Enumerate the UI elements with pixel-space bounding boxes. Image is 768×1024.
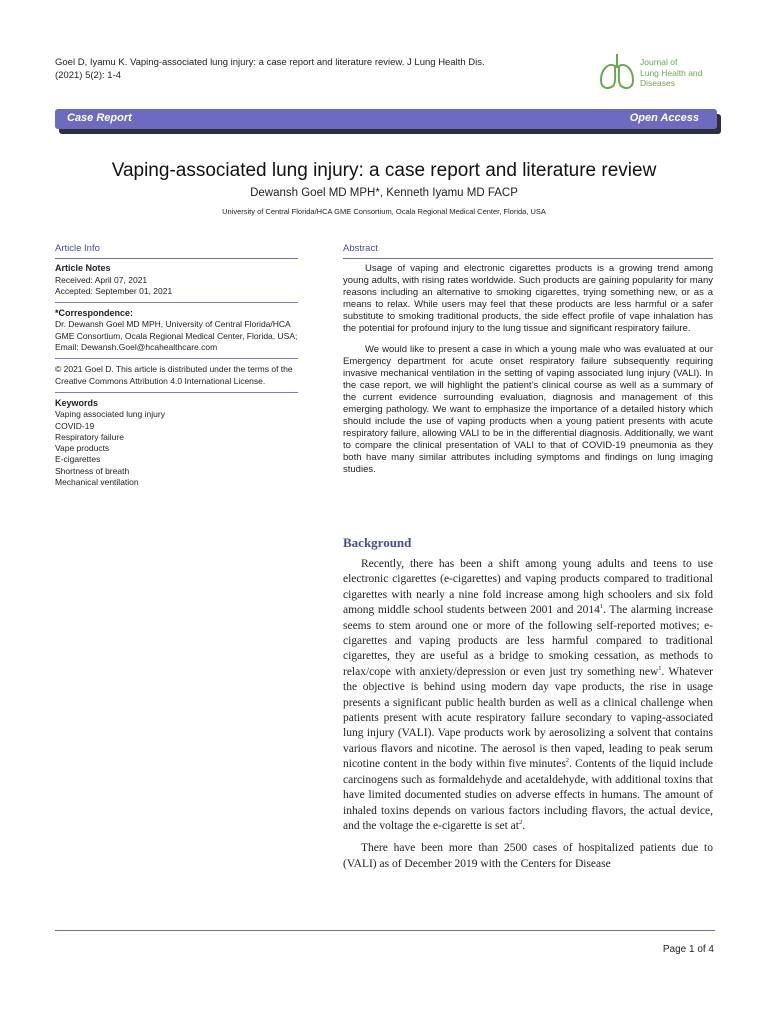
open-access-label: Open Access [629,112,699,124]
citation-header: Goel D, Iyamu K. Vaping-associated lung injury: a case report and literature review. J Lung Health Dis. (2021) 5(2): 1-4 [55,57,485,81]
keywords-heading: Keywords [55,397,99,408]
article-title: Vaping-associated lung injury: a case report and literature review [111,160,657,181]
affiliation: University of Central Florida/HCA GME Consortium, Ocala Regional Medical Center, Florida, USA [222,207,546,216]
keyword-item: Vaping associated lung injury [55,409,165,420]
reference-marker: 1 [599,603,604,611]
correspondence-line: GME Consortium, Ocala Regional Medical Center, Florida, USA; [55,330,298,341]
correspondence-heading: *Correspondence: [55,308,134,319]
background-paragraph-1: Recently, there has been a shift among young adults and teens to use electronic cigarettes (e-cigarettes) and vaping products compared to traditional cigarettes with nearly a nine fold increase among high schoolers and six fold among middle school students between 2001 and 2014$^1$. The alarming increase seems to stem around one or more of the following self-reported motives; e-cigarettes and vaping products are less harmful compared to traditional cigarettes, they are useful as a bridge to smoking cessation, as methods to relax/cope with anxiety/depression or even just try something new$^1$. Whatever the objective is behind using modern day vape products, the rise in usage presents a significant public health burden as well as a clinical challenge when patients present with acute respiratory failure secondary to vaping-associated lung injury (VALI). Vape products work by aerosolizing a solvent that contains various flavors and nicotine. The aerosol is then vaped, leading to peak serum nicotine content in the body within five minutes$^2$. Contents of the liquid include carcinogens such as formaldehyde and acetaldehyde, with additional toxins that have limited documented studies on adverse effects in humans. The amount of inhaled toxins depends on various factors including flavors, the actual device, and the voltage the e-cigarette is set $at^2$. [343,558,714,832]
received-date: Received: April 07, 2021 [55,274,148,285]
keyword-item: Respiratory failure [55,431,124,442]
logo-line-3: Diseases [640,78,675,88]
page-number: Page 1 of 4 [662,944,714,955]
logo-line-2: Lung Health and [640,67,703,78]
correspondence-block [55,308,298,359]
article-type-banner [55,109,717,129]
keyword-item: E-cigarettes [55,454,101,465]
article-info-heading: Article Info [55,243,298,259]
keyword-item: Vape products [55,443,110,454]
abstract-heading: Abstract [343,243,713,259]
case-report-label: Case Report [67,112,132,124]
article-notes-block [55,263,298,303]
keyword-item: Mechanical ventilation [55,477,139,488]
accepted-date: Accepted: September 01, 2021 [55,285,173,296]
background-paragraph-2: There have been more than 2500 cases of hospitalized patients due to (VALI) as of December 2019 with the Centers for Disease [343,842,713,870]
reference-marker: 1 [658,665,662,673]
article-info-column [55,243,298,488]
journal-logo [598,50,723,94]
abstract-paragraph-2: We would like to present a case in which a young male who was evaluated at our Emergency department for acute onset respiratory failure subsequently requiring invasive mechanical ventilation in the setting of vaping associated lung injury (VALI). In the case report, we will highlight the patient’s clinical course as well as a summary of the current evidence surrounding evaluation, diagnosis and management of this emerging pathology. We want to emphasize the importance of a detailed history which should include the use of vaping products when a young patient presents with acute respiratory failure, allowing VALI to be in the differential diagnosis. Additionally, we want to compare the clinical presentation of VALI to that of COVID-19 pneumonia as they both have many similar attributes including symptoms and findings on lung imaging studies. [343,344,713,475]
keywords-block [55,398,298,488]
license-block [55,364,298,393]
lungs-icon [598,50,638,94]
footer-divider [55,930,715,931]
keyword-item: COVID-19 [55,420,95,431]
background-heading: Background [343,535,412,550]
correspondence-email: Email: Dewansh.Goel@hcahealthcare.com [55,342,218,353]
abstract-paragraph-1: Usage of vaping and electronic cigarettes products is a growing trend among young adults, with rising rates worldwide. Such products are gaining popularity for many reasons including an alternative to smoking cigarettes, trying something new, or as a means to relax. While users may feel that these products are less harmful or a safer substitute to smoking traditional products, the side effect profile of vape inhalation has the potential for profound injury to the lung tissue and significant respiratory failure. [343,263,713,334]
background-body [343,557,713,879]
logo-line-1: Journal of [640,57,678,67]
reference-marker: 2 [565,757,570,765]
article-notes-heading: Article Notes [55,263,111,274]
license-line: © 2021 Goel D. This article is distributed under the terms of the [55,364,293,375]
correspondence-line: Dr. Dewansh Goel MD MPH, University of Central Florida/HCA [55,319,291,330]
abstract-section [343,243,713,485]
license-line: Creative Commons Attribution 4.0 International License. [55,375,266,386]
reference-marker: 2 [518,819,523,827]
keyword-item: Shortness of breath [55,465,130,476]
authors: Dewansh Goel MD MPH*, Kenneth Iyamu MD FACP [250,187,518,199]
